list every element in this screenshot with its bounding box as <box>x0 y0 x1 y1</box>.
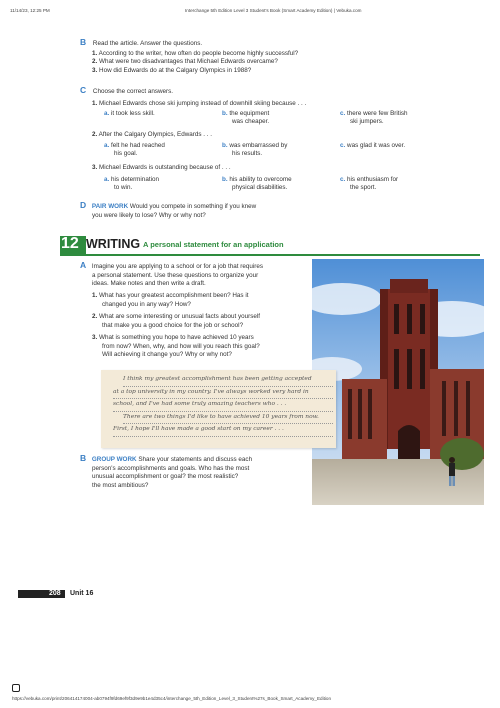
section-b-letter: B <box>80 37 87 47</box>
writing-number: 12 <box>61 235 79 252</box>
mc-option-a: a. his determination to win. <box>104 176 159 191</box>
sample-note-line: First, I hope I'll have made a good start on my career . . . <box>113 424 333 437</box>
question-row: 3. How did Edwards do at the Calgary Olympics in 1988? <box>92 66 252 74</box>
section-c-letter: C <box>80 85 87 95</box>
section-c-instruction: Choose the correct answers. <box>92 88 174 95</box>
mc-option-b: b. the equipment was cheaper. <box>222 110 270 125</box>
mc-option-b: b. was embarrassed by his results. <box>222 142 288 157</box>
writing-a: A Imagine you are applying to a school or for a job that requires a personal statement. Use these questions to organize your ideas. Make notes and then write a draft. <box>80 260 264 287</box>
sample-note-line: at a top university in my country. I've always worked very hard in <box>113 387 333 400</box>
mc-option-c: c. there were few British ski jumpers. <box>340 110 408 125</box>
mc-stem: 1. Michael Edwards chose ski jumping instead of downhill skiing because . . . <box>92 100 307 107</box>
mc-option-c: c. his enthusiasm for the sport. <box>340 176 399 191</box>
mc-stem: 3. Michael Edwards is outstanding because of . . . <box>92 164 231 171</box>
writing-question: 3. What is something you hope to have achieved 10 years from now? When, why, and how will you reach this goal? Will achieving it change you? Why or why not? <box>92 334 260 358</box>
page-number: 208 <box>49 590 61 597</box>
section-d <box>80 201 400 220</box>
sample-note-line: school, and I've had some truly amazing teachers who . . . <box>113 399 333 412</box>
writing-a-letter: A <box>80 260 87 270</box>
section-c <box>80 86 460 97</box>
select-checkbox[interactable] <box>12 684 20 692</box>
question-row: 1. According to the writer, how often do people become highly successful? <box>92 49 299 57</box>
mc-option-c: c. was glad it was over. <box>340 142 406 149</box>
writing-rule <box>60 254 480 256</box>
print-page-title: Interchange 5th Edition Level 3 Student's Book (Smart Academy Edition) | Vebuka.com <box>185 8 362 13</box>
section-b-questions <box>92 50 440 76</box>
question-row: 2. What were two disadvantages that Michael Edwards overcame? <box>92 58 278 65</box>
section-d-line1: Would you compete in something if you knew <box>129 203 257 210</box>
sample-note-line: There are two things I'd like to have achieved 10 years from now. <box>123 412 333 425</box>
writing-b: B GROUP WORK Share your statements and discuss each person's accomplishments and goals. Who has the most unusual accomplishment or goal? the most realistic? the most ambitious? <box>80 453 253 489</box>
print-timestamp: 11/14/23, 12:25 PM <box>10 8 50 13</box>
sample-note <box>113 374 333 437</box>
writing-question: 1. What has your greatest accomplishment been? Has it changed you in any way? How? <box>92 292 249 308</box>
section-d-letter: D <box>80 200 87 210</box>
print-url[interactable]: https://vebuka.com/print/206414174004-ab0794f9fd69ef9f3d9e9b1e4d35c4/interchange_5th_Edition_Level_3_Student%27s_Book_Smart_Academy_Edition <box>12 696 331 701</box>
unit-label: Unit 16 <box>70 590 94 597</box>
section-d-line2: you were likely to lose? Why or why not? <box>92 211 206 219</box>
writing-subtitle: A personal statement for an application <box>143 240 284 249</box>
section-b <box>80 38 440 75</box>
sample-note-line: I think my greatest accomplishment has been getting accepted <box>123 374 333 387</box>
writing-question: 2. What are some interesting or unusual facts about yourself that make you a good choice for the job or school? <box>92 313 261 329</box>
section-b-instruction: Read the article. Answer the questions. <box>92 40 203 47</box>
group-work-label: GROUP WORK <box>91 456 137 463</box>
mc-option-a: a. felt he had reached his goal. <box>104 142 165 157</box>
mc-option-a: a. it took less skill. <box>104 110 155 117</box>
mc-option-b: b. his ability to overcome physical disabilities. <box>222 176 292 191</box>
writing-title: WRITING <box>86 237 141 251</box>
building-photo-image <box>312 259 484 505</box>
writing-b-letter: B <box>80 453 87 463</box>
pair-work-label: PAIR WORK <box>91 203 129 210</box>
mc-stem: 2. After the Calgary Olympics, Edwards . . . <box>92 131 213 138</box>
building-photo <box>312 259 484 505</box>
